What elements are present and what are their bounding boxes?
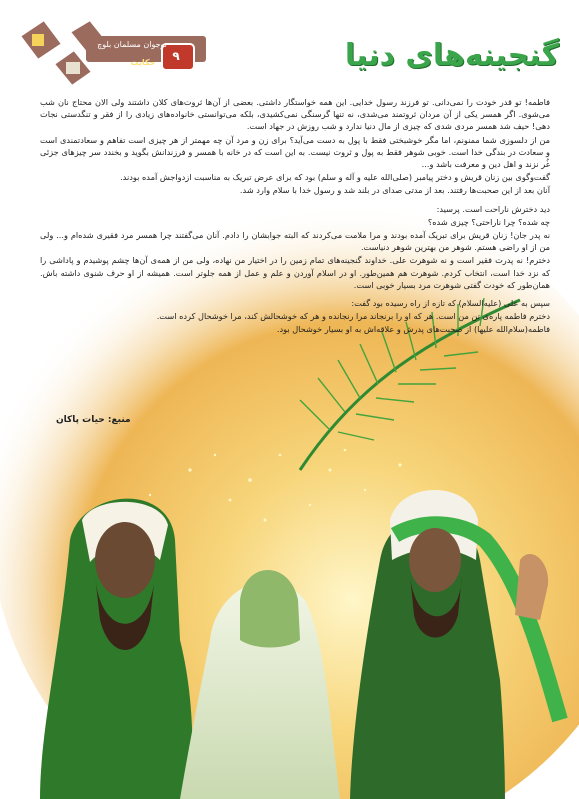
paragraph: من از دلسوزی شما ممنونم، اما مگر خوشبختی فقط با پول به دست می‌آید؟ برای زن و مرد آن چه مهمتر از هر چیزی است تفاهم و سعادتمندی است و سعادت در بندگی خدا است. خوبی شوهر فقط به پول و ثروت نیست. به این است که در خانه با همسر و فرزندانش بگوید و بخندد سر چیزهای جزئی غُر نزند و اهل دین و معرفت باشد و... [40, 134, 550, 170]
paragraph: دخترم! نه پدرت فقیر است و نه شوهرت علی. خداوند گنجینه‌های تمام زمین را در اختیار من نهاده، ولی من از همه‌ی آن‌ها چشم پوشیدم و پاداشی را که نزد خدا است، انتخاب کردم. شوهرت هم همین‌طور. او در اسلام آوردن و علم و عمل از همه جلوتر است. همیشه از او حرف شنوی داشته باش. همان‌طور که خودت گفتی شوهرت مرد بسیار خوبی است. [40, 255, 550, 290]
book-icon [32, 34, 44, 46]
paragraph: گفت‌وگوی بین زنان قریش و دختر پیامبر (صلی‌الله علیه و آله و سلم) بود که برای عرض تبریک به مناسبت ازدواجش آمده بودند. [120, 172, 550, 183]
paragraph: فاطمه! تو قدر خودت را نمی‌دانی. تو فرزند رسول خدایی. این همه خواستگار داشتی. بعضی از آن‌ها ثروت‌های کلان داشتند ولی الان محتاج نان شب می‌شوی. اگر همسر یکی از آن مردان ثروتمند می‌شدی، نه تنها گرسنگی نمی‌کشیدی، بلکه می‌توانستی خانواده‌های زیادی را از فقر و تنگدستی نجات دهی! حیف شد همسر مردی شدی که چیزی از مال دنیا ندارد و شب روزش در جهاد است. [40, 97, 550, 132]
article-source: منبع: حیات پاکان [56, 415, 131, 425]
book-icon [66, 62, 80, 74]
paragraph: دید دخترش ناراحت است. پرسید: [436, 203, 550, 214]
paragraph: سپس به علی (علیه‌السلام) که تازه از راه رسیده بود گفت: [351, 298, 550, 309]
article-body [40, 96, 550, 337]
paragraph: فاطمه(سلام‌الله علیها) از صحبت‌های پدرش و علاقه‌اش به او بسیار خوشحال بود. [276, 324, 550, 335]
paragraph: آنان بعد از این صحبت‌ها رفتند. بعد از مدتی صدای در بلند شد و رسول خدا با سلام وارد شد. [239, 185, 550, 196]
paragraph: دخترم فاطمه پاره‌ی تن من است. هر که او را برنجاند مرا رنجانده و هر که خوشحالش کند، مرا خوشحال کرده است. [156, 311, 550, 322]
section-label: حکایت [130, 58, 156, 67]
paragraph: نه پدر جان! زنان قریش برای تبریک آمده بودند و مرا ملامت می‌کردند که البته جوابشان را دادم. آنان می‌گفتند چرا همسر مرد فقیری شده‌ام و... ولی من از او راضی هستم. شوهر من بهترین شوهر دنیاست. [40, 230, 550, 253]
article-title: گنجینه‌های دنیا [344, 38, 559, 73]
magazine-name: نوجوان مسلمان بلوچ [97, 40, 167, 49]
paragraph: چه شده؟ چرا ناراحتی؟ چیزی شده؟ [427, 216, 550, 227]
page-number: ۹ [172, 49, 180, 63]
